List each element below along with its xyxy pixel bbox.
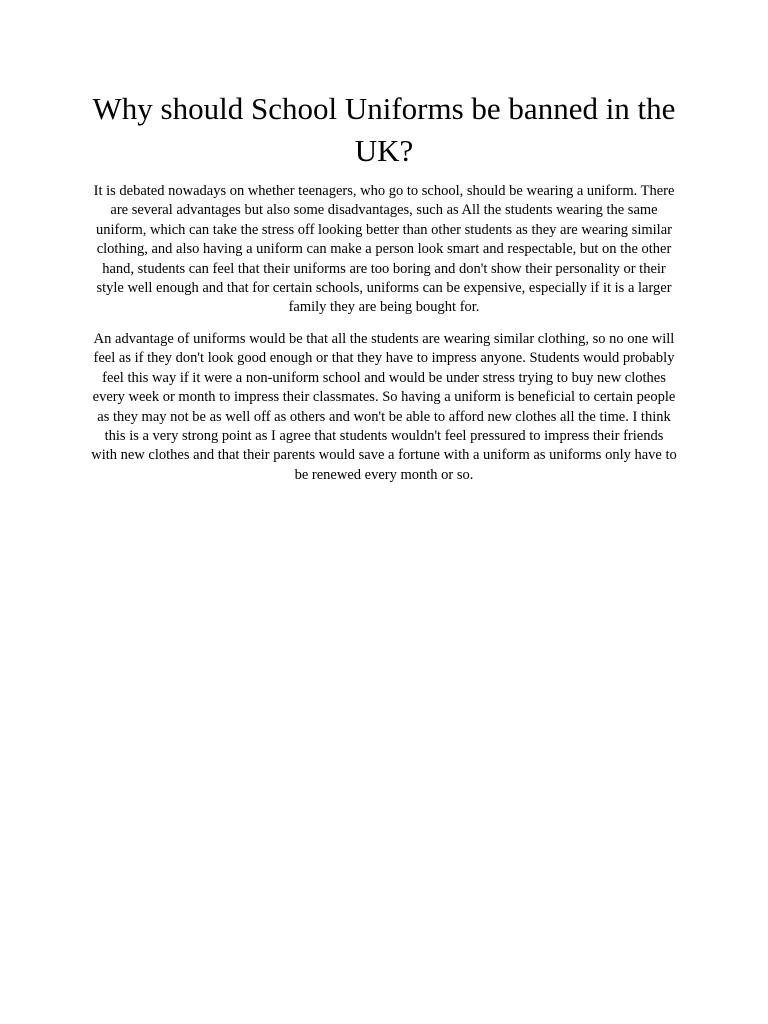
document-title: Why should School Uniforms be banned in the UK? bbox=[92, 91, 676, 168]
paragraph-advantage: An advantage of uniforms would be that all the students are wearing similar clothing, so no one will feel as if they don't look good enough or that they have to impress anyone. Students would probably feel this way if it were a non-uniform school and would be under stress trying to buy new clothes every week or month to impress their classmates. So having a uniform is beneficial to certain people as they may not be as well off as others and won't be able to afford new clothes all the time. I think this is a very strong point as I agree that students wouldn't feel pressured to impress their friends with new clothes and that their parents would save a fortune with a uniform as uniforms only have to be renewed every month or so. bbox=[91, 331, 677, 483]
paragraph-introduction: It is debated nowadays on whether teenagers, who go to school, should be wearing a uniform. There are several advantages but also some disadvantages, such as All the students wearing the same uniform, which can take the stress off looking better than other students as they are wearing similar clothing, and also having a uniform can make a person look smart and respectable, but on the other hand, students can feel that their uniforms are too boring and don't show their personality or their style well enough and that for certain schools, uniforms can be expensive, especially if it is a larger family they are being bought for. bbox=[93, 183, 675, 316]
